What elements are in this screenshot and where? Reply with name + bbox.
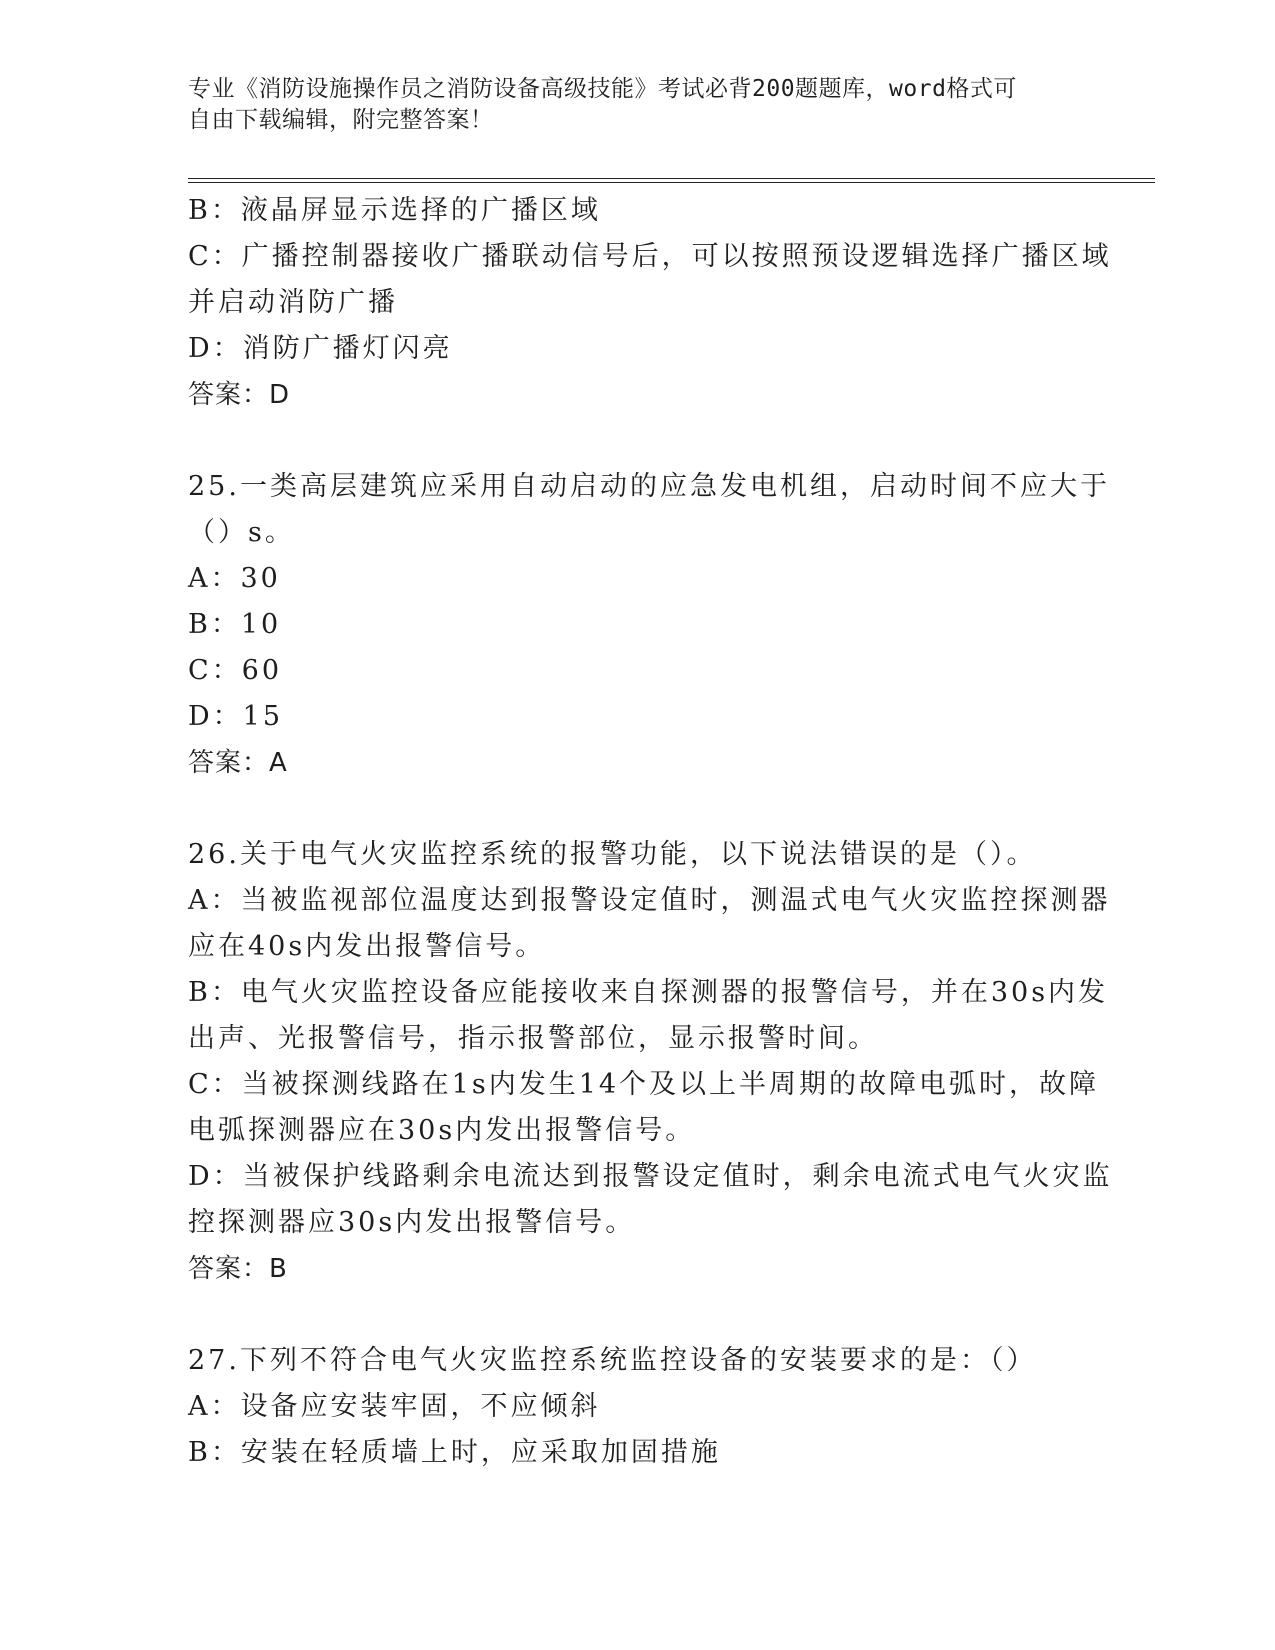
option-b-line-2: 出声、光报警信号，指示报警部位，显示报警时间。 <box>188 1023 878 1054</box>
option-b-line-1: B：电气火灾监控设备应能接收来自探测器的报警信号，并在30s内发 <box>188 977 1109 1008</box>
option-d: D：消防广播灯闪亮 <box>188 333 453 364</box>
option-d-line-2: 控探测器应30s内发出报警信号。 <box>188 1207 636 1238</box>
spacer <box>188 418 1068 464</box>
document-body <box>188 188 1113 1476</box>
option-a: A：30 <box>188 563 281 594</box>
question-24-continued <box>188 188 1112 418</box>
question-stem: 26.关于电气火灾监控系统的报警功能，以下说法错误的是（）。 <box>188 839 1037 870</box>
header-line-2: 自由下载编辑，附完整答案！ <box>188 107 494 133</box>
option-b: B：10 <box>188 609 282 640</box>
header-rule-bottom <box>188 182 1155 183</box>
option-c: C：60 <box>188 655 283 686</box>
option-b: B：安装在轻质墙上时，应采取加固措施 <box>188 1437 721 1468</box>
option-a-line-2: 应在40s内发出报警信号。 <box>188 931 546 962</box>
question-27 <box>188 1338 1068 1476</box>
header-rule-top <box>188 178 1155 179</box>
question-stem-line-2: （）s。 <box>188 517 295 548</box>
question-25 <box>188 464 1110 786</box>
spacer <box>188 786 1068 832</box>
option-c-line-2: 电弧探测器应在30s内发出报警信号。 <box>188 1115 696 1146</box>
option-d-line-1: D：当被保护线路剩余电流达到报警设定值时，剩余电流式电气火灾监 <box>188 1161 1113 1192</box>
answer: 答案：A <box>188 748 288 778</box>
spacer <box>188 1292 1068 1338</box>
option-c-line-2: 并启动消防广播 <box>188 287 398 318</box>
option-c-line-1: C：当被探测线路在1s内发生14个及以上半周期的故障电弧时，故障 <box>188 1069 1100 1100</box>
option-c-line-1: C：广播控制器接收广播联动信号后，可以按照预设逻辑选择广播区域 <box>188 241 1112 272</box>
document-header <box>188 74 1068 136</box>
answer: 答案：D <box>188 380 291 410</box>
option-a-line-1: A：当被监视部位温度达到报警设定值时，测温式电气火灾监控探测器 <box>188 885 1111 916</box>
question-stem-line-1: 25.一类高层建筑应采用自动启动的应急发电机组，启动时间不应大于 <box>188 471 1110 502</box>
option-a: A：设备应安装牢固，不应倾斜 <box>188 1391 601 1422</box>
answer: 答案：B <box>188 1254 288 1284</box>
question-stem: 27.下列不符合电气火灾监控系统监控设备的安装要求的是：（） <box>188 1345 1037 1376</box>
option-d: D：15 <box>188 701 284 732</box>
header-line-1: 专业《消防设施操作员之消防设备高级技能》考试必背200题题库，word格式可 <box>188 76 1017 102</box>
option-b: B：液晶屏显示选择的广播区域 <box>188 195 601 226</box>
question-26 <box>188 832 1113 1292</box>
